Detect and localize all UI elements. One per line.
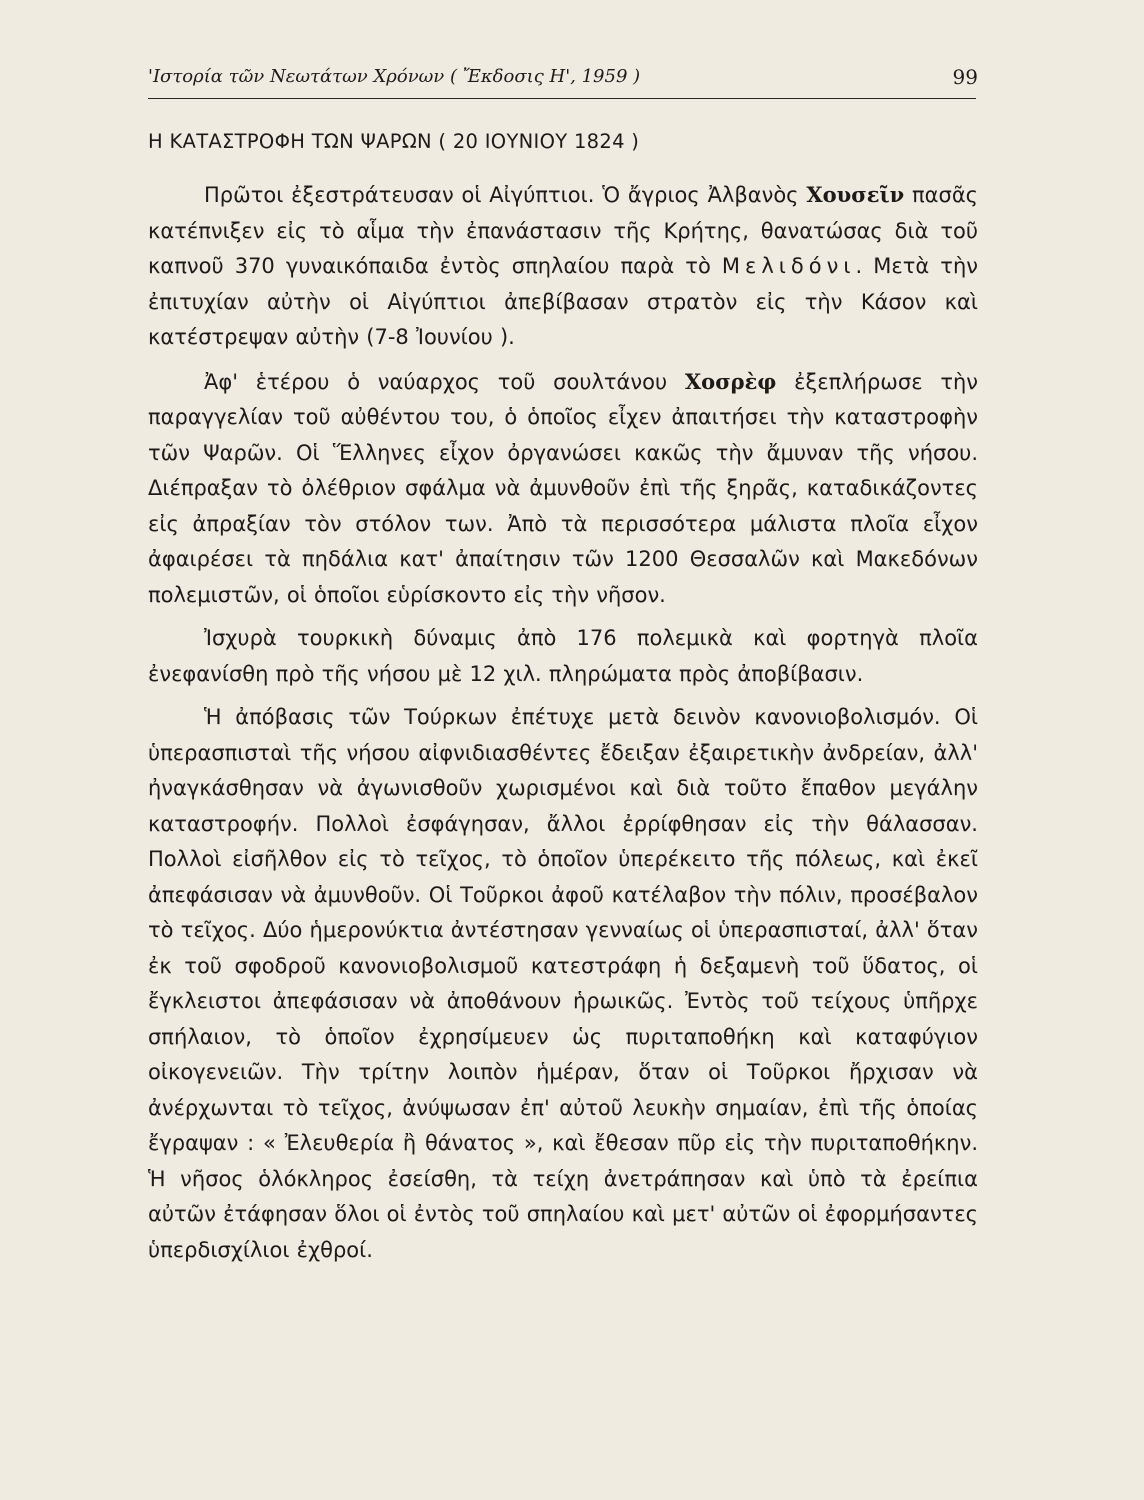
paragraph-1-text-a: Πρῶτοι ἐξεστράτευσαν οἱ Αἰγύπτιοι. Ὁ ἄγριος Ἀλβανὸς	[204, 183, 807, 207]
running-head-title: 'Ιστορία τῶν Νεωτάτων Χρόνων ( Ἔκδοσις Η', 1959 )	[148, 66, 641, 87]
paragraph-3: Ἰσχυρὰ τουρκικὴ δύναμις ἀπὸ 176 πολεμικὰ καὶ φορτηγὰ πλοῖα ἐνεφανίσθη πρὸ τῆς νήσου μὲ 12 χιλ. πληρώματα πρὸς ἀποβίβασιν.	[148, 626, 978, 686]
running-head	[148, 62, 978, 92]
bold-name-housein: Χουσεῖν	[806, 182, 905, 207]
paragraph-1-text-b: πασᾶς κατέπνιξεν εἰς τὸ αἷμα τὴν ἐπανάστασιν τῆς Κρήτης, θανατώσας διὰ τοῦ καπνοῦ 370 γυναικόπαιδα ἐντὸς σπηλαίου παρὰ τὸ	[148, 183, 978, 278]
header-rule	[148, 98, 976, 99]
paragraph-2-text-a: Ἀφ' ἑτέρου ὁ ναύαρχος τοῦ σουλτάνου	[204, 369, 685, 394]
paragraph-2	[148, 364, 978, 614]
bold-name-hosref: Χοσρὲφ	[684, 368, 777, 394]
page-number: 99	[952, 65, 978, 89]
paragraph-1	[148, 177, 978, 356]
paragraph-1-text-c: . Μετὰ τὴν ἐπιτυχίαν αὐτὴν οἱ Αἰγύπτιοι ἀπεβίβασαν στρατὸν εἰς τὴν Κάσον καὶ κατέστρεψαν αὐτὴν (7-8 Ἰουνίου ).	[148, 254, 978, 349]
body-text	[148, 177, 978, 1276]
paragraph-4: Ἡ ἀπόβασις τῶν Τούρκων ἐπέτυχε μετὰ δεινὸν κανονιοβολισμόν. Οἱ ὑπερασπισταὶ τῆς νήσου αἰφνιδιασθέντες ἔδειξαν ἐξαιρετικὴν ἀνδρείαν, ἀλλ' ἠναγκάσθησαν νὰ ἀγωνισθοῦν χωρισμένοι καὶ διὰ τοῦτο ἔπαθον μεγάλην καταστροφήν. Πολλοὶ ἐσφάγησαν, ἄλλοι ἐρρίφθησαν εἰς τὴν θάλασσαν. Πολλοὶ εἰσῆλθον εἰς τὸ τεῖχος, τὸ ὁποῖον ὑπερέκειτο τῆς πόλεως, καὶ ἐκεῖ ἀπεφάσισαν νὰ ἀμυνθοῦν. Οἱ Τοῦρκοι ἀφοῦ κατέλαβον τὴν πόλιν, προσέβαλον τὸ τεῖχος. Δύο ἡμερονύκτια ἀντέστησαν γενναίως οἱ ὑπερασπισταί, ἀλλ' ὅταν ἐκ τοῦ σφοδροῦ κανονιοβολισμοῦ κατεστράφη ἡ δεξαμενὴ τοῦ ὕδατος, οἱ ἔγκλειστοι ἀπεφάσισαν νὰ ἀποθάνουν ἡρωικῶς. Ἐντὸς τοῦ τείχους ὑπῆρχε σπήλαιον, τὸ ὁποῖον ἐχρησίμευεν ὡς πυριταποθήκη καὶ καταφύγιον οἰκογενειῶν. Τὴν τρίτην λοιπὸν ἡμέραν, ὅταν οἱ Τοῦρκοι ἤρχισαν νὰ ἀνέρχωνται τὸ τεῖχος, ἀνύψωσαν ἐπ' αὐτοῦ λευκὴν σημαίαν, ἐπὶ τῆς ὁποίας ἔγραψαν : « Ἐλευθερία ἢ θάνατος », καὶ ἔθεσαν πῦρ εἰς τὴν πυριταποθήκην. Ἡ νῆσος ὁλόκληρος ἐσείσθη, τὰ τείχη ἀνετράπησαν καὶ ὑπὸ τὰ ἐρείπια αὐτῶν ἐτάφησαν ὅλοι οἱ ἐντὸς τοῦ σπηλαίου καὶ μετ' αὐτῶν οἱ ἐφορμήσαντες ὑπερδισχίλιοι ἐχθροί.	[148, 705, 978, 1262]
spaced-place-name: Μελιδόνι	[721, 254, 856, 278]
paragraph-2-text-b: ἐξεπλήρωσε τὴν παραγγελίαν τοῦ αὐθέντου του, ὁ ὁποῖος εἶχεν ἀπαιτήσει τὴν καταστροφὴν τῶν Ψαρῶν. Οἱ Ἕλληνες εἶχον ὀργανώσει κακῶς τὴν ἄμυναν τῆς νήσου. Διέπραξαν τὸ ὀλέθριον σφάλμα νὰ ἀμυνθοῦν ἐπὶ τῆς ξηρᾶς, καταδικάζοντες εἰς ἀπραξίαν τὸν στόλον των. Ἀπὸ τὰ περισσότερα μάλιστα πλοῖα εἶχον ἀφαιρέσει τὰ πηδάλια κατ' ἀπαίτησιν τῶν 1200 Θεσσαλῶν καὶ Μακεδόνων πολεμιστῶν, οἱ ὁποῖοι εὑρίσκοντο εἰς τὴν νῆσον.	[148, 369, 978, 607]
section-title: Η ΚΑΤΑΣΤΡΟΦΗ ΤΩΝ ΨΑΡΩΝ ( 20 ΙΟΥΝΙΟΥ 1824 )	[148, 130, 640, 153]
